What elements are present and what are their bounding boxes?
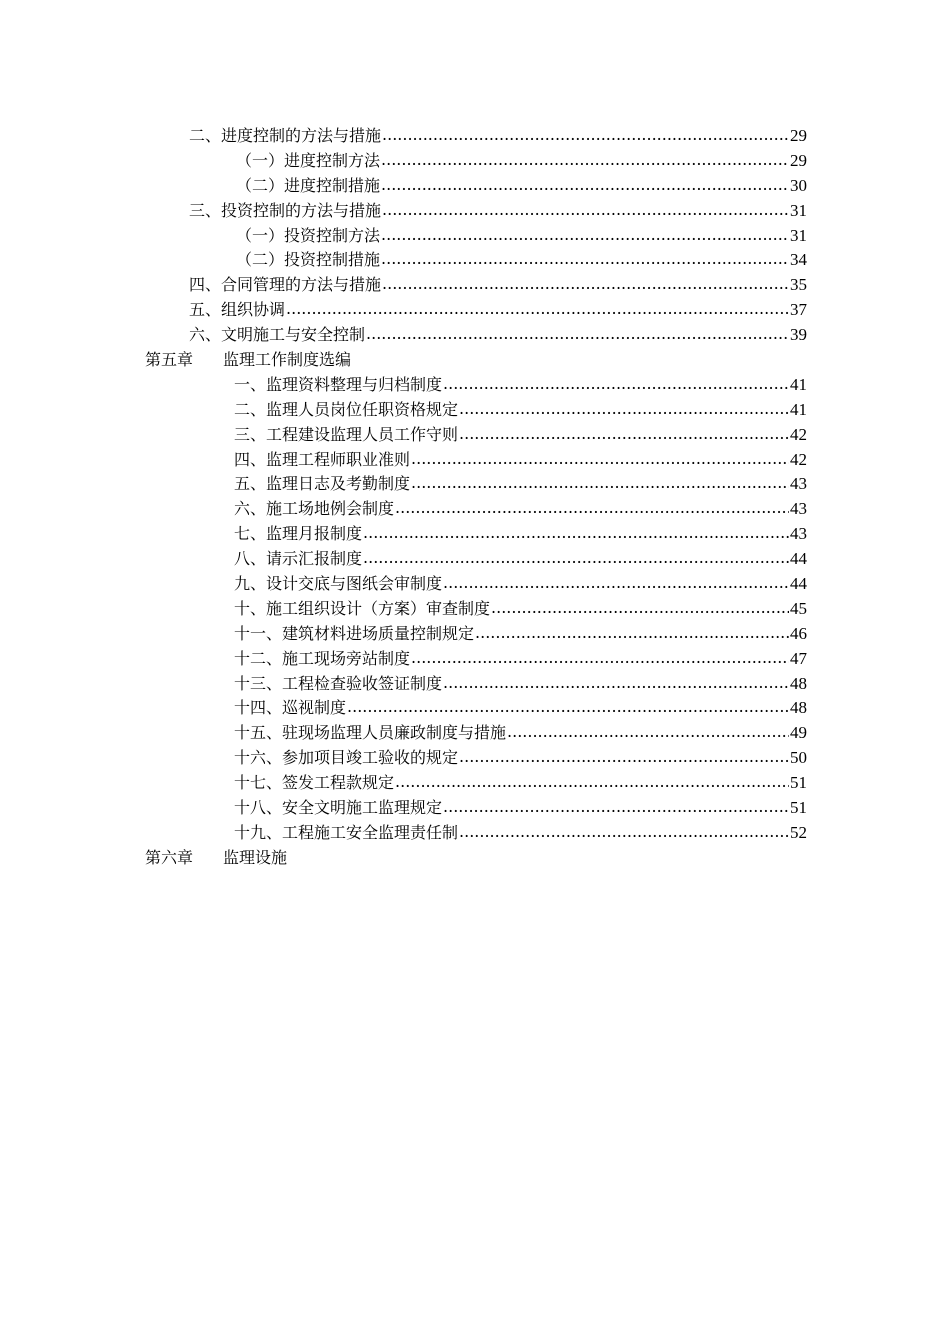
dot-leader <box>347 695 789 720</box>
toc-page-number: 31 <box>790 200 807 220</box>
dot-leader <box>381 148 789 173</box>
toc-chapter-6[interactable] <box>0 846 950 871</box>
dot-leader <box>382 198 789 223</box>
dot-leader <box>382 123 789 148</box>
dot-leader <box>443 571 789 596</box>
toc-page-number: 43 <box>790 524 807 544</box>
toc-entry-title: 九、设计交底与图纸会审制度 <box>234 574 443 594</box>
dot-leader <box>411 447 789 472</box>
toc-entry-title: 五、组织协调 <box>189 300 286 320</box>
toc-entry-title: 十九、工程施工安全监理责任制 <box>234 822 459 842</box>
dot-leader <box>381 173 789 198</box>
toc-page-number: 41 <box>790 399 807 419</box>
toc-entry-title: 四、合同管理的方法与措施 <box>189 275 382 295</box>
toc-entry[interactable] <box>0 647 950 672</box>
toc-entry[interactable] <box>0 696 950 721</box>
toc-entry[interactable] <box>0 746 950 771</box>
toc-entry-title: （二）进度控制措施 <box>236 175 381 195</box>
toc-entry-title: 三、投资控制的方法与措施 <box>189 200 382 220</box>
dot-leader <box>443 372 789 397</box>
toc-entry-title: 七、监理月报制度 <box>234 524 363 544</box>
toc-entry[interactable] <box>0 771 950 796</box>
dot-leader <box>507 720 789 745</box>
toc-entry-title: 一、监理资料整理与归档制度 <box>234 374 443 394</box>
toc-entry-title: 十三、工程检查验收签证制度 <box>234 673 443 693</box>
dot-leader <box>411 646 789 671</box>
chapter-label: 第六章 <box>145 847 194 867</box>
toc-entry[interactable] <box>0 497 950 522</box>
toc-entry-title: 五、监理日志及考勤制度 <box>234 474 411 494</box>
toc-page-number: 41 <box>790 374 807 394</box>
chapter-title: 监理工作制度选编 <box>223 350 352 370</box>
toc-entry-title: 二、进度控制的方法与措施 <box>189 126 382 145</box>
toc-entry-title: 十一、建筑材料进场质量控制规定 <box>234 623 475 643</box>
dot-leader <box>411 471 789 496</box>
dot-leader <box>286 297 789 322</box>
chapter-label: 第五章 <box>145 350 194 370</box>
dot-leader <box>459 745 789 770</box>
toc-entry-title: 三、工程建设监理人员工作守则 <box>234 424 459 444</box>
toc-page-number: 43 <box>790 499 807 519</box>
dot-leader <box>366 322 789 347</box>
toc-page-number: 39 <box>790 325 807 345</box>
toc-entry[interactable] <box>0 522 950 547</box>
toc-entry-title: （二）投资控制措施 <box>236 250 381 270</box>
toc-page-number: 35 <box>790 275 807 295</box>
toc-entry[interactable] <box>0 423 950 448</box>
toc-entry[interactable] <box>0 373 950 398</box>
toc-entry[interactable] <box>0 597 950 622</box>
toc-page-number: 51 <box>790 773 807 793</box>
toc-entry[interactable] <box>0 323 950 348</box>
toc-page-number: 31 <box>790 225 807 245</box>
toc-page-number: 44 <box>790 574 807 594</box>
dot-leader <box>395 770 789 795</box>
toc-page-number: 48 <box>790 698 807 718</box>
toc-entry[interactable] <box>0 224 950 249</box>
toc-entry[interactable] <box>0 199 950 224</box>
toc-entry-title: 十八、安全文明施工监理规定 <box>234 798 443 818</box>
toc-entry[interactable] <box>0 622 950 647</box>
toc-entry[interactable] <box>0 721 950 746</box>
toc-entry-title: 十六、参加项目竣工验收的规定 <box>234 748 459 768</box>
toc-page-number: 29 <box>790 126 807 145</box>
toc-entry-title: 六、施工场地例会制度 <box>234 499 395 519</box>
dot-leader <box>491 596 789 621</box>
toc-entry[interactable] <box>0 448 950 473</box>
toc-entry-title: （一）进度控制方法 <box>236 150 381 170</box>
toc-page-number: 51 <box>790 798 807 818</box>
toc-entry-title: 六、文明施工与安全控制 <box>189 325 366 345</box>
toc-page-number: 42 <box>790 449 807 469</box>
toc-page-number: 52 <box>790 822 807 842</box>
toc-page-number: 45 <box>790 598 807 618</box>
toc-entry[interactable] <box>0 672 950 697</box>
toc-page-number: 44 <box>790 549 807 569</box>
dot-leader <box>459 422 789 447</box>
toc-entry[interactable] <box>0 547 950 572</box>
toc-entry[interactable] <box>0 248 950 273</box>
toc-entry-title: 八、请示汇报制度 <box>234 549 363 569</box>
toc-entry[interactable] <box>0 398 950 423</box>
toc-entry[interactable] <box>0 572 950 597</box>
toc-page-number: 29 <box>790 150 807 170</box>
toc-entry[interactable] <box>0 472 950 497</box>
toc-entry[interactable] <box>0 174 950 199</box>
dot-leader <box>459 820 789 845</box>
toc-page-number: 43 <box>790 474 807 494</box>
dot-leader <box>395 496 789 521</box>
table-of-contents <box>0 124 950 871</box>
toc-entry-title: 四、监理工程师职业准则 <box>234 449 411 469</box>
dot-leader <box>443 671 789 696</box>
toc-entry-title: （一）投资控制方法 <box>236 225 381 245</box>
toc-entry[interactable] <box>0 796 950 821</box>
toc-page-number: 49 <box>790 723 807 743</box>
toc-page-number: 42 <box>790 424 807 444</box>
toc-entry-title: 十二、施工现场旁站制度 <box>234 648 411 668</box>
toc-entry-title: 十四、巡视制度 <box>234 698 347 718</box>
toc-entry-title: 十五、驻现场监理人员廉政制度与措施 <box>234 723 507 743</box>
toc-entry-title: 十七、签发工程款规定 <box>234 773 395 793</box>
dot-leader <box>381 247 789 272</box>
toc-entry-title: 二、监理人员岗位任职资格规定 <box>234 399 459 419</box>
toc-page-number: 47 <box>790 648 807 668</box>
toc-page-number: 50 <box>790 748 807 768</box>
toc-entry[interactable] <box>0 124 950 149</box>
toc-entry[interactable] <box>0 821 950 846</box>
toc-page-number: 46 <box>790 623 807 643</box>
dot-leader <box>381 223 789 248</box>
toc-entry[interactable] <box>0 273 950 298</box>
dot-leader <box>382 272 789 297</box>
toc-page-number: 30 <box>790 175 807 195</box>
dot-leader <box>459 397 789 422</box>
toc-page-number: 34 <box>790 250 807 270</box>
toc-page-number: 48 <box>790 673 807 693</box>
toc-page-number: 37 <box>790 300 807 320</box>
toc-entry-title: 十、施工组织设计（方案）审查制度 <box>234 598 491 618</box>
dot-leader <box>475 621 789 646</box>
chapter-title: 监理设施 <box>223 847 288 867</box>
dot-leader <box>363 521 789 546</box>
dot-leader <box>443 795 789 820</box>
dot-leader <box>363 546 789 571</box>
toc-entry[interactable] <box>0 149 950 174</box>
toc-entry[interactable] <box>0 298 950 323</box>
toc-chapter-5[interactable] <box>0 348 950 373</box>
